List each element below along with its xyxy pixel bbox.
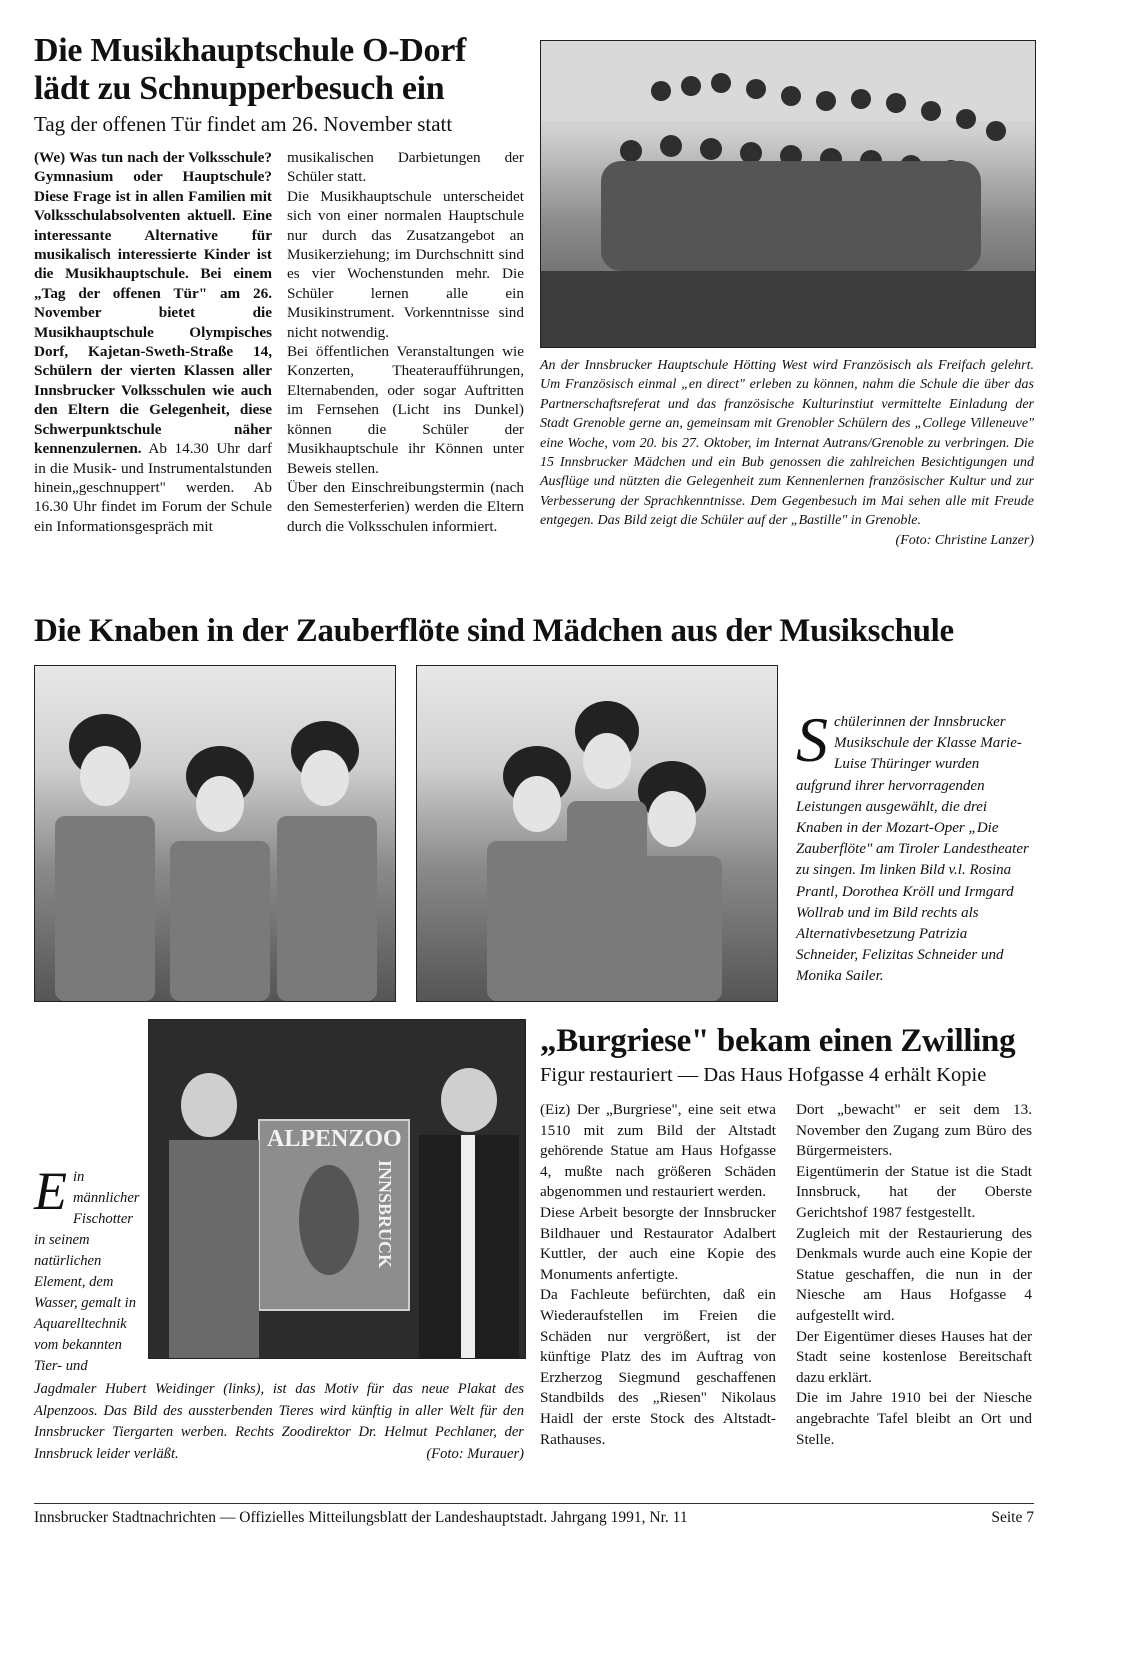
- article3-sidebar: [34, 1161, 142, 1377]
- group-photo-grenoble: [540, 40, 1036, 348]
- group-photo-caption-text: An der Innsbrucker Hauptschule Hötting West wird Französisch als Freifach gelehrt. Um Französisch einmal „en direct" erleben zu können, nahm die Schule die über das Partnerschaftsreferat und das französische Kulturinstiut vermittelte Einladung der Stadt Grenoble gerne an, gemeinsam mit Grenobler Schülern des „College Villeneuve" eine Woche, vom 20. bis 27. Oktober, im Internat Autrans/Grenoble zu verbringen. Die 15 Innsbrucker Mädchen und ein Bub genossen die zahlreichen Besichtigungen und Ausflüge und nützten die Gelegenheit zum Kennenlernen französischer Kultur und zur Verbesserung der Sprachkenntnisse. Dem Gegenbesuch im Mai sehen alle mit Freude entgegen. Das Bild zeigt die Schüler auf der „Bastille" in Grenoble.: [540, 358, 1034, 529]
- article4-col2-p4: Der Eigentümer dieses Hauses hat der Stadt seine kostenlose Bereitschaft dazu erklärt.: [796, 1327, 1032, 1386]
- article2-text: [796, 704, 1032, 988]
- article3-dropcap: E: [34, 1161, 67, 1221]
- article1-col2-p4: Über den Einschreibungstermin (nach den Semesterferien) werden die Eltern durch die Volksschulen informiert.: [287, 478, 524, 535]
- article2-dropcap: S: [796, 704, 828, 775]
- article1-col2-p2: Die Musikhauptschule unterscheidet sich von einer normalen Hauptschule nur durch das Zusatzangebot an Musikerziehung; im Durchschnitt sind es vier Wochenstunden mehr. Die Schüler lernen alle ein Musikinstrument. Vorkenntnisse sind nicht notwendig.: [287, 187, 524, 341]
- group-photo-figures: [541, 41, 1035, 347]
- alpenzoo-caption-text: Jagdmaler Hubert Weidinger (links), ist das Motiv für das neue Plakat des Alpenzoos. Das Bild des aussterbenden Tieres wird künftig in aller Welt für den Innsbrucker Tiergarten werben. Rechts Zoodirektor Dr. Helmut Pechlaner, der Innsbruck leider verläßt.: [34, 1381, 524, 1462]
- group-photo-credit: (Foto: Christine Lanzer): [895, 532, 1034, 548]
- alpenzoo-caption: [34, 1379, 524, 1465]
- article1-headline: Die Musikhauptschule O-Dorf lädt zu Schnupperbesuch ein: [34, 32, 467, 107]
- article4-col2-p5: Die im Jahre 1910 bei der Niesche angebrachte Tafel bleibt an Ort und Stelle.: [796, 1389, 1032, 1448]
- page-number: Seite 7: [991, 1509, 1034, 1526]
- article4-col1-p1: (Eiz) Der „Burgriese", eine seit etwa 1510 mit zum Bild der Altstadt gehörende Statue am Haus Hofgasse 4, mußte nach größeren Schäden abgenommen und restauriert werden.: [540, 1101, 776, 1201]
- singers-left-figures: [35, 666, 395, 1001]
- alpenzoo-scene: [149, 1020, 525, 1358]
- article4-col2-p1: Dort „bewacht" er seit dem 13. November den Zugang zum Büro des Bürgermeisters.: [796, 1101, 1032, 1160]
- alpenzoo-photo: [148, 1019, 526, 1359]
- footer-publication: Innsbrucker Stadtnachrichten — Offizielles Mitteilungsblatt der Landeshauptstadt. Jahrgang 1991, Nr. 11: [34, 1509, 688, 1526]
- poster-side-text: INNSBRUCK: [375, 1160, 395, 1269]
- article1-lead: (We) Was tun nach der Volksschule? Gymnasium oder Hauptschule? Diese Frage ist in allen Familien mit Volksschulabsolventen aktuell. Eine interessante Alternative für musikalisch interessierte Kinder ist die Musikhauptschule. Bei einem „Tag der offenen Tür" am 26. November bietet die Musikhauptschule Olympisches Dorf, Kajetan-Sweth-Straße 14, Schülern der vierten Klassen aller Innsbrucker Volksschulen wie auch den Eltern die Gelegenheit, diese Schwerpunktschule näher kennenzulernen.: [34, 149, 272, 458]
- singers-right-figures: [417, 666, 777, 1001]
- article4-column1: [540, 1100, 776, 1450]
- article4-subheadline: Figur restauriert — Das Haus Hofgasse 4 erhält Kopie: [540, 1064, 987, 1086]
- footer-rule: [34, 1503, 1034, 1504]
- alpenzoo-credit: (Foto: Murauer): [426, 1445, 524, 1462]
- article1-col2-p3: Bei öffentlichen Veranstaltungen wie Konzerten, Theateraufführungen, Elternabenden, oder sogar Auftritten im Fernsehen (Licht ins Dunkel) können die Schüler der Musikhauptschule ihr Können unter Beweis stellen.: [287, 343, 524, 477]
- group-photo-caption: [540, 356, 1034, 550]
- article4-col1-p2: Diese Arbeit besorgte der Innsbrucker Bildhauer und Restaurator Adalbert Kuttler, der auch eine Kopie des Monuments anfertigte.: [540, 1203, 776, 1283]
- article1-column2: [287, 148, 524, 536]
- singers-photo-right: [416, 665, 778, 1002]
- poster-title: ALPENZOO: [267, 1126, 402, 1152]
- article4-col2-p2: Eigentümerin der Statue ist die Stadt Innsbruck, hat der Oberste Gerichtshof 1987 festgestellt.: [796, 1162, 1032, 1221]
- article2-body: chülerinnen der Innsbrucker Musikschule der Klasse Marie-Luise Thüringer wurden aufgrund ihrer hervorragenden Leistungen ausgewählt, die drei Knaben in der Mozart-Oper „Die Zauberflöte" am Tiroler Landestheater zu singen. Im linken Bild v.l. Rosina Prantl, Dorothea Kröll und Irmgard Wollrab und im Bild rechts als Alternativbesetzung Patrizia Schneider, Felizitas Schneider und Monika Sailer.: [796, 714, 1029, 985]
- article1-col1-text: Ab 14.30 Uhr darf in die Musik- und Instrumentalstunden hinein„geschnuppert" werden. Ab 16.30 Uhr findet im Forum der Schule ein Informationsgespräch mit: [34, 440, 272, 535]
- article4-col2-p3: Zugleich mit der Restaurierung des Denkmals wurde auch eine Kopie der Statue geschaffen, die nun in der Niesche am Haus Hofgasse 4 aufgestellt wird.: [796, 1224, 1032, 1324]
- singers-photo-left: [34, 665, 396, 1002]
- article1-column1: [34, 148, 272, 536]
- article2-headline: Die Knaben in der Zauberflöte sind Mädchen aus der Musikschule: [34, 613, 954, 649]
- article4-headline: „Burgriese" bekam einen Zwilling: [540, 1023, 1016, 1059]
- article4-column2: [796, 1100, 1032, 1450]
- article1-subheadline: Tag der offenen Tür findet am 26. November statt: [34, 112, 453, 136]
- article4-col1-p3: Da Fachleute befürchten, daß ein Wiederaufstellen im Freien die Schäden nur vergrößert, ist der künftige Platz des im Auftrag von Erzherzog Siegmund geschaffenen Standbilds des „Riesen" Nikolaus Haidl der erste Stock des Altstadt-Rathauses.: [540, 1286, 776, 1448]
- article1-col2-p1: musikalischen Darbietungen der Schüler statt.: [287, 149, 524, 186]
- article3-sidebar-text: in männlicher Fischotter in seinem natürlichen Element, dem Wasser, gemalt in Aquarelltechnik vom bekannten Tier- und: [34, 1169, 140, 1374]
